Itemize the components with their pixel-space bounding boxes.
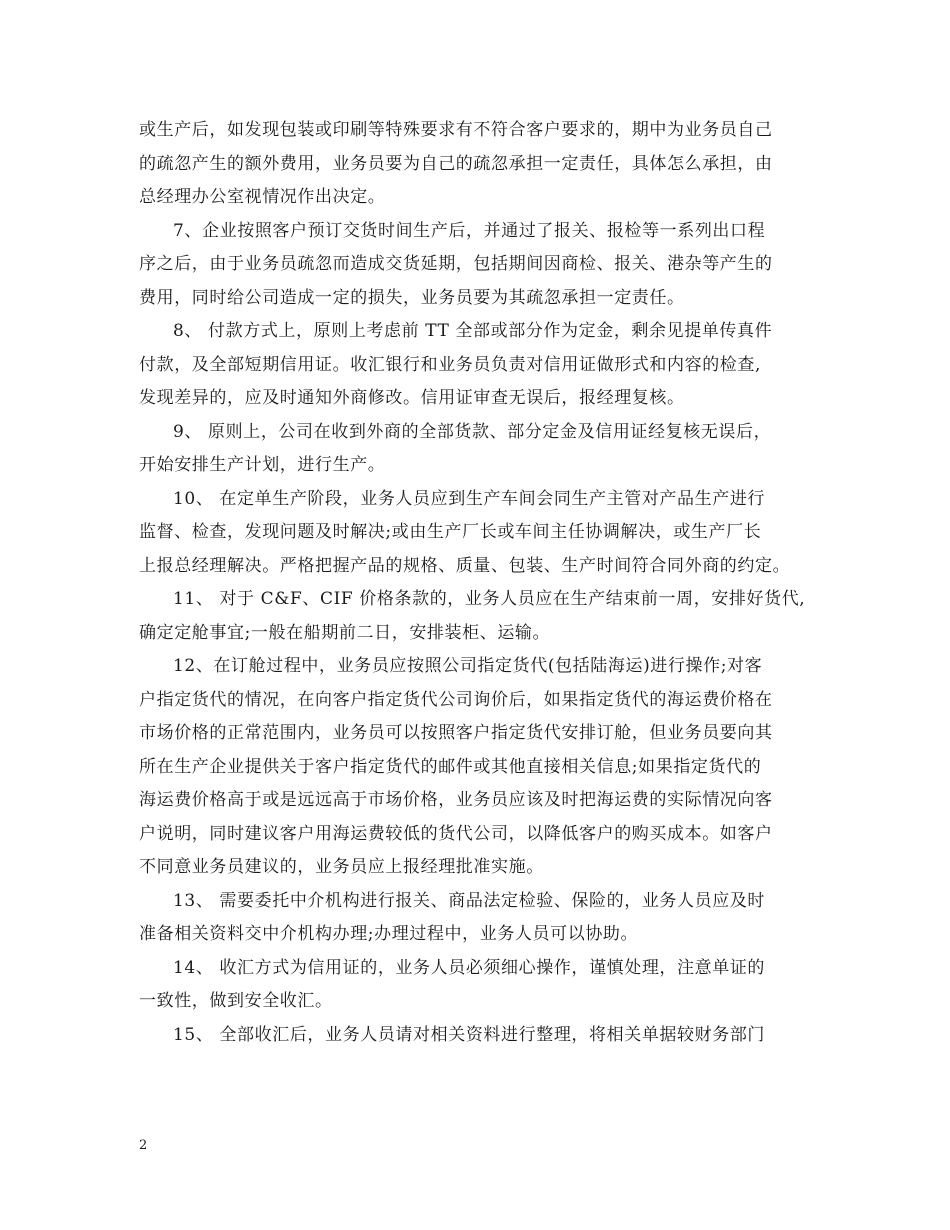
paragraph bbox=[139, 1019, 829, 1053]
text-line: 序之后，由于业务员疏忽而造成交货延期，包括期间因商检、报关、港杂等产生的 bbox=[139, 254, 773, 274]
text-line: 12、在订舱过程中，业务员应按照公司指定货代(包括陆海运)进行操作;对客 bbox=[173, 656, 763, 676]
paragraph bbox=[139, 315, 829, 416]
text-line: 的疏忽产生的额外费用，业务员要为自己的疏忽承担一定责任，具体怎么承担，由 bbox=[139, 153, 773, 174]
paragraph bbox=[139, 650, 829, 885]
paragraph bbox=[139, 416, 829, 483]
paragraph bbox=[139, 583, 829, 650]
text-line: 发现差异的，应及时通知外商修改。信用证审查无误后，报经理复核。 bbox=[139, 388, 685, 408]
text-line: 付款，及全部短期信用证。收汇银行和业务员负责对信用证做形式和内容的检查, bbox=[139, 354, 762, 375]
text-line: 费用，同时给公司造成一定的损失，业务员要为其疏忽承担一定责任。 bbox=[139, 287, 685, 308]
text-line: 准备相关资料交中介机构办理;办理过程中，业务人员可以协助。 bbox=[139, 924, 639, 944]
paragraph bbox=[139, 885, 829, 952]
text-line: 海运费价格高于或是远远高于市场价格，业务员应该及时把海运费的实际情况向客 bbox=[139, 790, 773, 810]
text-line: 或生产后，如发现包装或印刷等特殊要求有不符合客户要求的，期中为业务员自己 bbox=[139, 120, 773, 140]
text-line: 监督、检查，发现问题及时解决;或由生产厂长或车间主任协调解决，或生产厂长 bbox=[139, 522, 762, 542]
text-line: 市场价格的正常范围内，业务员可以按照客户指定货代安排订舱，但业务员要向其 bbox=[139, 723, 773, 743]
body-text bbox=[139, 114, 829, 1052]
text-line: 不同意业务员建议的，业务员应上报经理批准实施。 bbox=[139, 857, 544, 877]
text-line: 8、 付款方式上，原则上考虑前 TT 全部或部分作为定金，剩余见提单传真件 bbox=[173, 321, 773, 341]
text-line: 一致性，做到安全收汇。 bbox=[139, 991, 333, 1011]
text-line: 13、 需要委托中介机构进行报关、商品法定检验、保险的，业务人员应及时 bbox=[173, 890, 766, 911]
text-line: 11、 对于 C&F、CIF 价格条款的，业务人员应在生产结束前一周，安排好货代, bbox=[173, 589, 806, 609]
text-line: 14、 收汇方式为信用证的，业务人员必须细心操作，谨慎处理，注意单证的 bbox=[173, 957, 766, 978]
text-line: 15、 全部收汇后，业务人员请对相关资料进行整理，将相关单据较财务部门 bbox=[173, 1024, 766, 1045]
paragraph bbox=[139, 114, 829, 215]
text-line: 7、企业按照客户预订交货时间生产后，并通过了报关、报检等一系列出口程 bbox=[173, 220, 766, 241]
text-line: 户指定货代的情况，在向客户指定货代公司询价后，如果指定货代的海运费价格在 bbox=[139, 689, 773, 710]
text-line: 10、 在定单生产阶段，业务人员应到生产车间会同生产主管对产品生产进行 bbox=[173, 488, 766, 509]
text-line: 总经理办公室视情况作出决定。 bbox=[139, 187, 386, 207]
text-line: 确定定舱事宜;一般在船期前二日，安排装柜、运输。 bbox=[139, 622, 551, 643]
page-number: 2 bbox=[139, 1138, 148, 1153]
text-line: 9、 原则上，公司在收到外商的全部货款、部分定金及信用证经复核无误后， bbox=[173, 421, 772, 442]
paragraph bbox=[139, 483, 829, 584]
text-line: 所在生产企业提供关于客户指定货代的邮件或其他直接相关信息;如果指定货代的 bbox=[139, 756, 762, 777]
text-line: 开始安排生产计划，进行生产。 bbox=[139, 455, 386, 475]
text-line: 户说明，同时建议客户用海运费较低的货代公司，以降低客户的购买成本。如客户 bbox=[139, 823, 773, 844]
paragraph bbox=[139, 215, 829, 316]
text-line: 上报总经理解决。严格把握产品的规格、质量、包装、生产时间符合同外商的约定。 bbox=[139, 555, 791, 576]
paragraph bbox=[139, 952, 829, 1019]
